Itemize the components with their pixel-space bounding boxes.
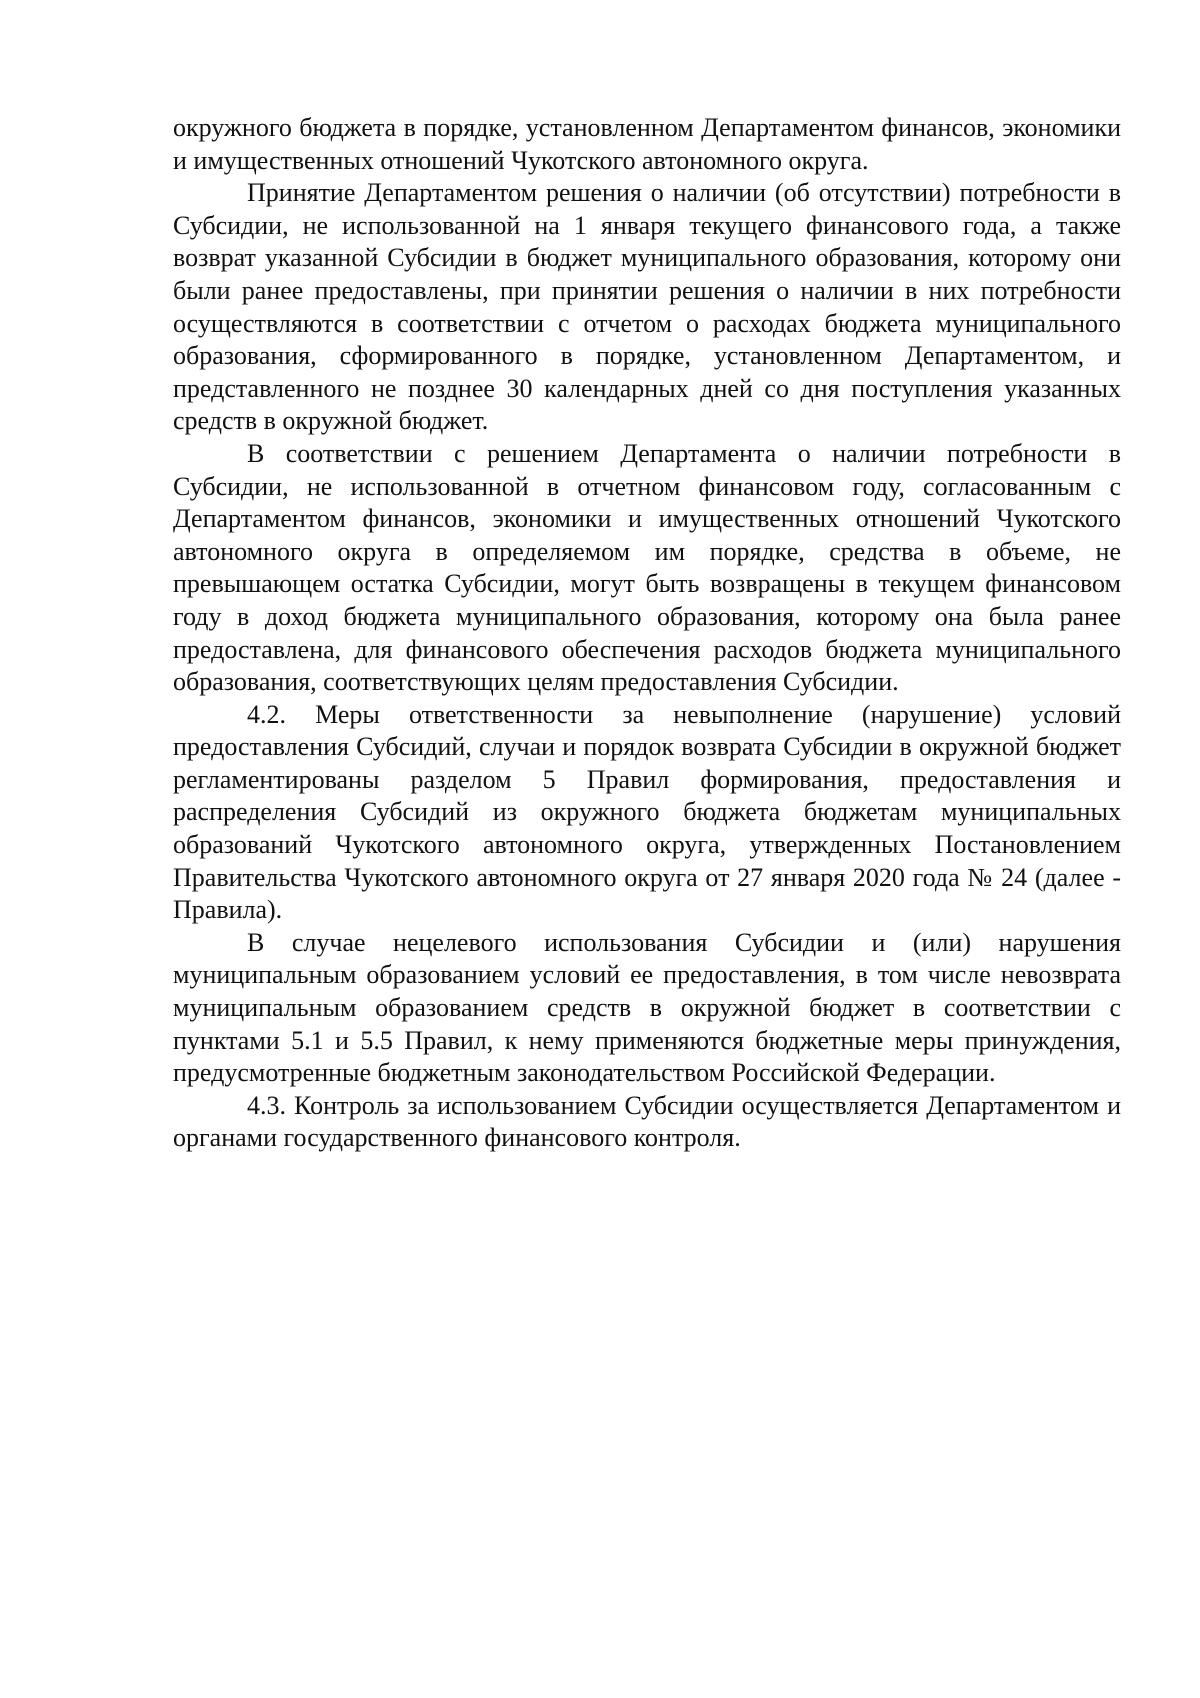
paragraph-4-3-control: 4.3. Контроль за использованием Субсидии осуществляется Департаментом и органами государственного финансового контроля. <box>173 1090 1121 1153</box>
paragraph-4-2-responsibility: 4.2. Меры ответственности за невыполнение (нарушение) условий предоставления Субсидий, случаи и порядок возврата Субсидии в окружной бюджет регламентированы разделом 5 Правил формирования, предоставления и распределения Субсидий из окружного бюджета бюджетам муниципальных образований Чукотского автономного округа, утвержденных Постановлением Правительства Чукотского автономного округа от 27 января 2020 года № 24 (далее - Правила). <box>173 699 1121 925</box>
paragraph-return-of-subsidy: В соответствии с решением Департамента о наличии потребности в Субсидии, не использованной в отчетном финансовом году, согласованным с Департаментом финансов, экономики и имущественных отношений Чукотского автономного округа в определяемом им порядке, средства в объеме, не превышающем остатка Субсидии, могут быть возвращены в текущем финансовом году в доход бюджета муниципального образования, которому она была ранее предоставлена, для финансового обеспечения расходов бюджета муниципального образования, соответствующих целям предоставления Субсидии. <box>173 438 1121 697</box>
paragraph-misuse-measures: В случае нецелевого использования Субсидии и (или) нарушения муниципальным образованием условий ее предоставления, в том числе невозврата муниципальным образованием средств в окружной бюджет в соответствии с пунктами 5.1 и 5.5 Правил, к нему применяются бюджетные меры принуждения, предусмотренные бюджетным законодательством Российской Федерации. <box>173 927 1121 1088</box>
paragraph-decision-on-need: Принятие Департаментом решения о наличии (об отсутствии) потребности в Субсидии, не использованной на 1 января текущего финансового года, а также возврат указанной Субсидии в бюджет муниципального образования, которому они были ранее предоставлены, при принятии решения о наличии в них потребности осуществляются в соответствии с отчетом о расходах бюджета муниципального образования, сформированного в порядке, установленном Департаментом, и представленного не позднее 30 календарных дней со дня поступления указанных средств в окружной бюджет. <box>173 178 1121 436</box>
paragraph-continuation: окружного бюджета в порядке, установленном Департаментом финансов, экономики и имущественных отношений Чукотского автономного округа. <box>173 113 1121 175</box>
document-body <box>173 112 1121 1155</box>
